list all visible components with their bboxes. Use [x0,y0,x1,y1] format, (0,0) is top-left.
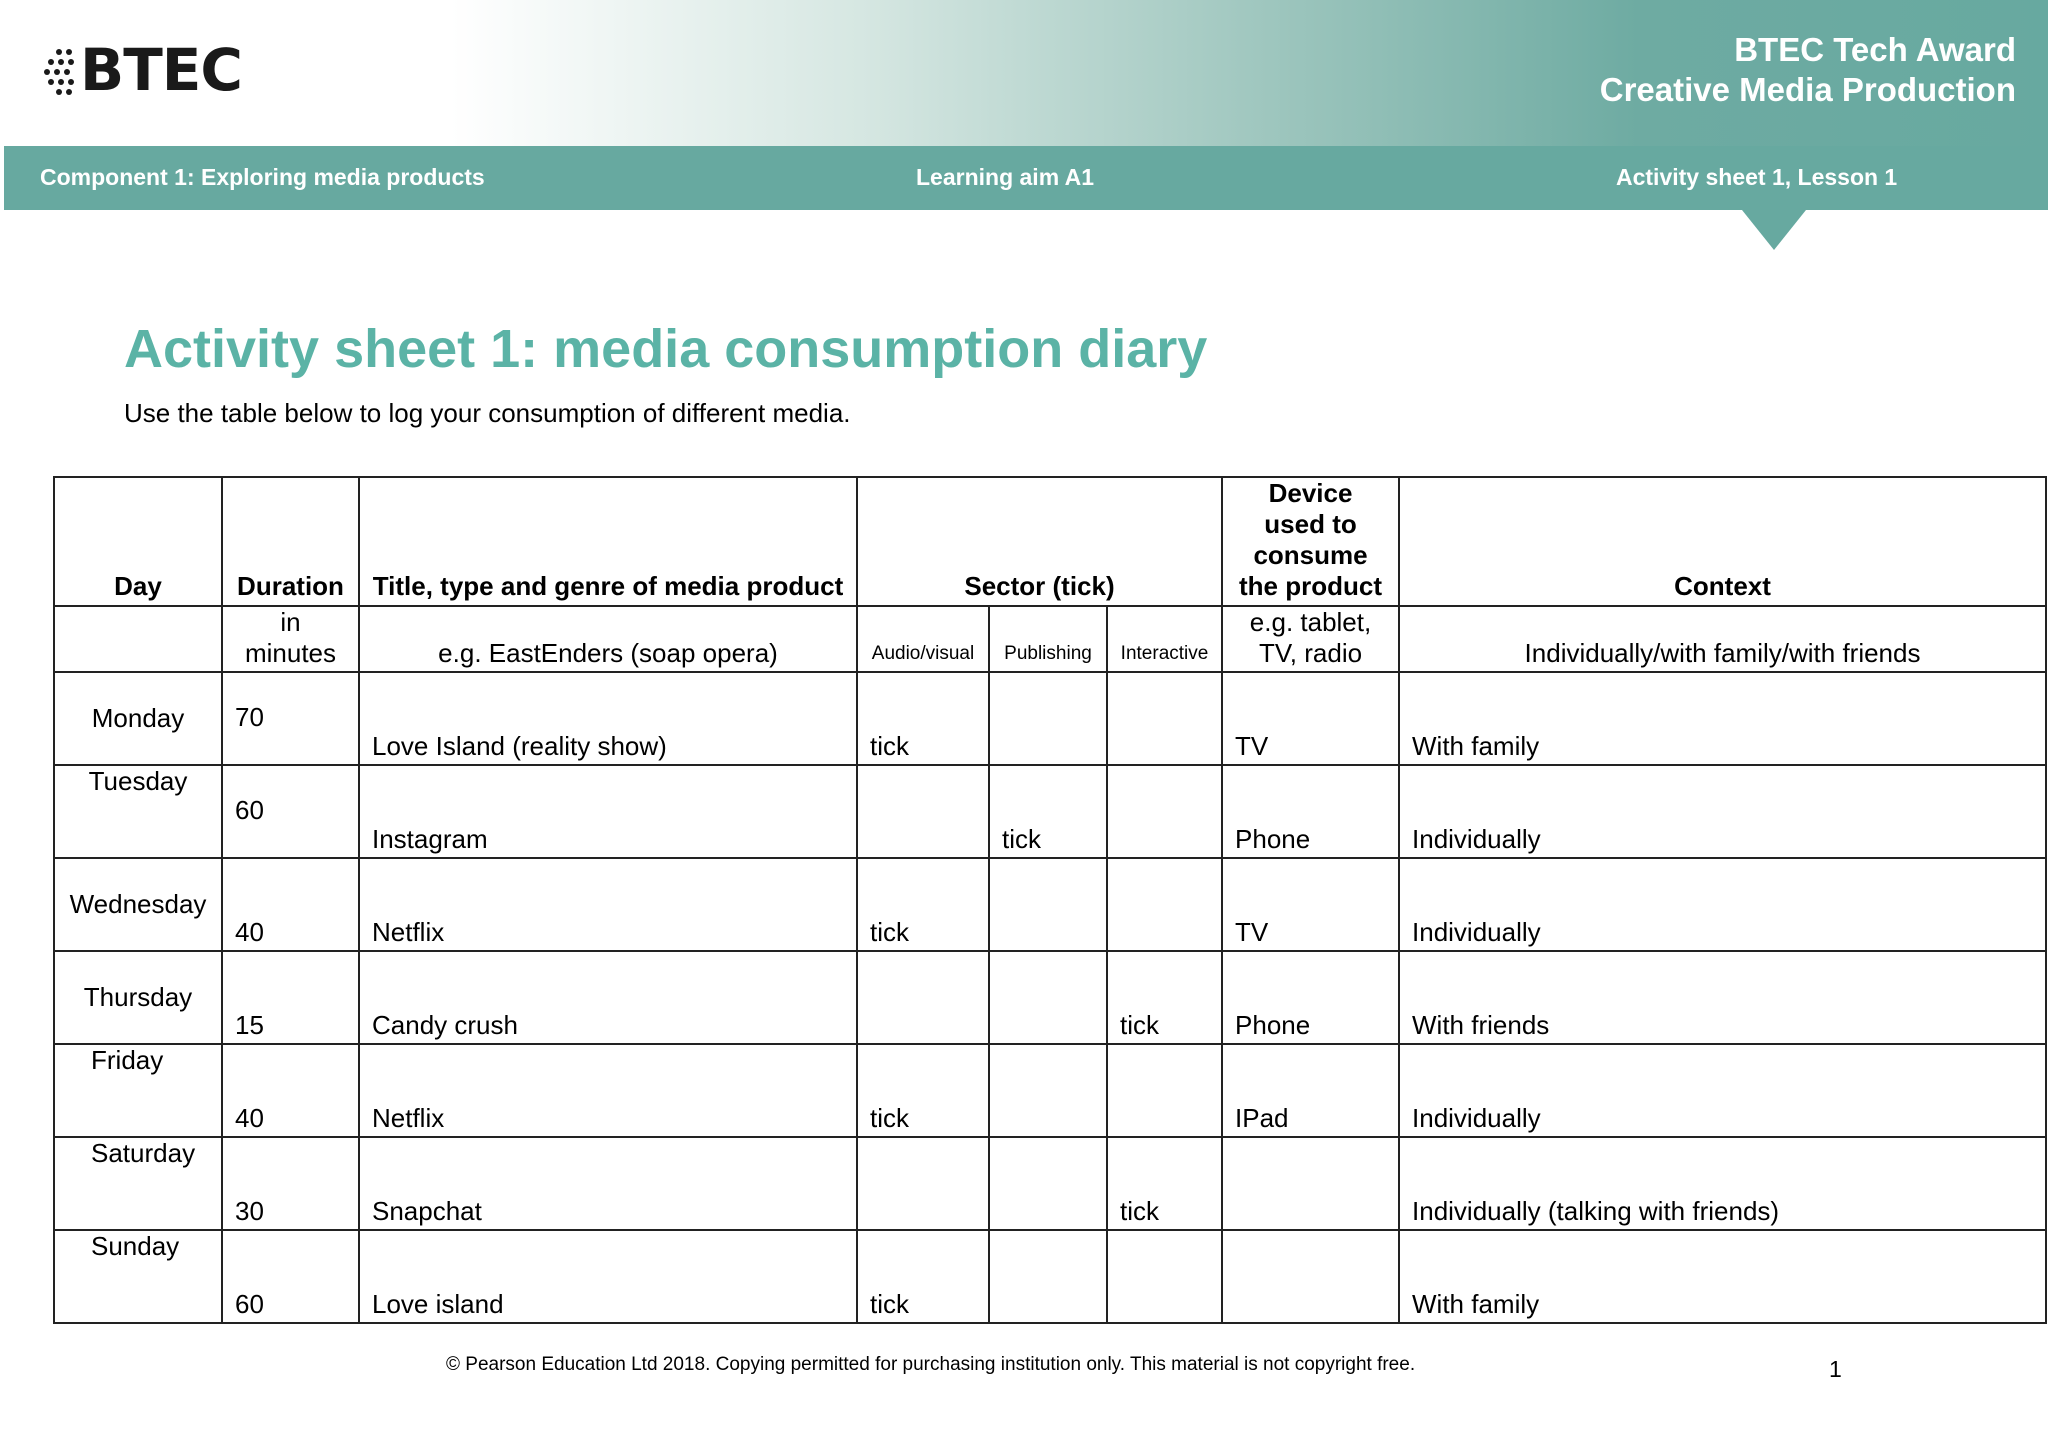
table-row [54,1230,2046,1323]
title-cell: Snapchat [359,1137,857,1230]
table-row [54,765,2046,858]
title-cell: Netflix [359,858,857,951]
interactive-cell [1107,765,1222,858]
device-cell: IPad [1222,1044,1399,1137]
interactive-cell [1107,858,1222,951]
component-label: Component 1: Exploring media products [40,164,485,190]
duration-cell: 70 [222,672,359,765]
btec-logo [44,38,242,102]
page-number: 1 [1829,1356,1842,1382]
device-cell [1222,1137,1399,1230]
publishing-cell [989,951,1107,1044]
duration-cell: 15 [222,951,359,1044]
context-cell: With friends [1399,951,2046,1044]
duration-cell: 40 [222,858,359,951]
day-cell: Friday [54,1044,222,1137]
publishing-cell [989,1137,1107,1230]
day-cell: Thursday [54,951,222,1044]
header-device: Device used to consume the product [1222,477,1399,606]
subheader-device: e.g. tablet, TV, radio [1222,606,1399,672]
table-row [54,858,2046,951]
device-cell: TV [1222,858,1399,951]
logo-dots-icon [44,45,78,95]
publishing-cell [989,1230,1107,1323]
learning-aim-label: Learning aim A1 [916,164,1095,190]
context-cell: Individually (talking with friends) [1399,1137,2046,1230]
audio-visual-cell [857,951,989,1044]
interactive-cell [1107,1044,1222,1137]
title-cell: Love Island (reality show) [359,672,857,765]
page-title: Activity sheet 1: media consumption diary [124,319,1208,379]
table-row [54,1137,2046,1230]
interactive-cell: tick [1107,951,1222,1044]
subheader-publishing: Publishing [989,606,1107,672]
title-cell: Instagram [359,765,857,858]
day-cell: Saturday [54,1137,222,1230]
subheader-duration: in minutes [222,606,359,672]
subheader-title: e.g. EastEnders (soap opera) [359,606,857,672]
duration-cell: 30 [222,1137,359,1230]
subheader-row [54,606,2046,672]
device-cell: TV [1222,672,1399,765]
duration-cell: 60 [222,1230,359,1323]
title-cell: Netflix [359,1044,857,1137]
table-row [54,1044,2046,1137]
audio-visual-cell [857,1137,989,1230]
day-cell: Wednesday [54,858,222,951]
device-cell: Phone [1222,951,1399,1044]
activity-ref-label: Activity sheet 1, Lesson 1 [1616,164,1898,190]
header-duration: Duration [222,477,359,606]
title-cell: Candy crush [359,951,857,1044]
device-cell: Phone [1222,765,1399,858]
audio-visual-cell [857,765,989,858]
info-bar-pointer [1742,210,1806,250]
audio-visual-cell: tick [857,1044,989,1137]
publishing-cell [989,672,1107,765]
subheader-day [54,606,222,672]
table-row [54,951,2046,1044]
audio-visual-cell: tick [857,858,989,951]
page-instructions: Use the table below to log your consumption of different media. [124,398,851,428]
interactive-cell [1107,1230,1222,1323]
header-sector: Sector (tick) [857,477,1222,606]
qualification-line-2: Creative Media Production [1599,71,2016,108]
title-cell: Love island [359,1230,857,1323]
context-cell: With family [1399,1230,2046,1323]
interactive-cell [1107,672,1222,765]
day-cell: Monday [54,672,222,765]
header-row [54,477,2046,606]
copyright-footer: © Pearson Education Ltd 2018. Copying permitted for purchasing institution only. This material is not copyright free. [446,1354,1416,1375]
interactive-cell: tick [1107,1137,1222,1230]
publishing-cell [989,1044,1107,1137]
device-cell [1222,1230,1399,1323]
header-day: Day [54,477,222,606]
context-cell: Individually [1399,765,2046,858]
info-bar [4,146,2048,210]
header-title: Title, type and genre of media product [359,477,857,606]
publishing-cell: tick [989,765,1107,858]
logo-wordmark: BTEC [80,36,242,104]
subheader-interactive: Interactive [1107,606,1222,672]
qualification-line-1: BTEC Tech Award [1734,31,2016,68]
day-cell: Sunday [54,1230,222,1323]
duration-cell: 40 [222,1044,359,1137]
day-cell: Tuesday [54,765,222,858]
duration-cell: 60 [222,765,359,858]
subheader-context: Individually/with family/with friends [1399,606,2046,672]
audio-visual-cell: tick [857,672,989,765]
context-cell: Individually [1399,858,2046,951]
audio-visual-cell: tick [857,1230,989,1323]
media-diary-table [53,476,2047,1324]
qualification-title [1600,30,2016,110]
header-context: Context [1399,477,2046,606]
publishing-cell [989,858,1107,951]
subheader-audio-visual: Audio/visual [857,606,989,672]
table-row [54,672,2046,765]
context-cell: With family [1399,672,2046,765]
context-cell: Individually [1399,1044,2046,1137]
